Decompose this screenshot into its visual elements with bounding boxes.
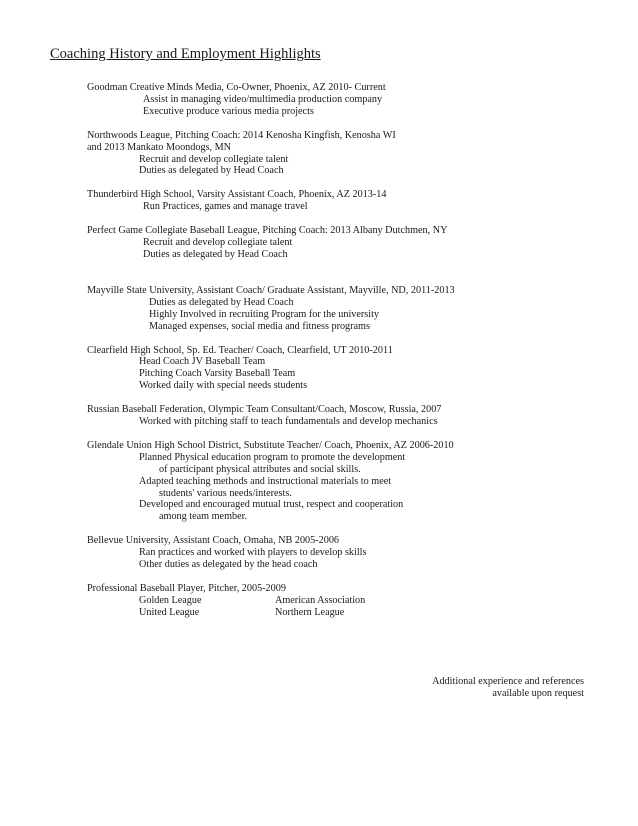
duty-line: Duties as delegated by Head Coach [149, 296, 294, 308]
entry-professional-player [87, 583, 607, 619]
entry-header: Thunderbird High School, Varsity Assistant Coach, Phoenix, AZ 2013-14 [87, 189, 387, 201]
league-name: United League [139, 606, 200, 618]
entry-perfect-game [87, 225, 607, 261]
entry-header: Clearfield High School, Sp. Ed. Teacher/ Coach, Clearfield, UT 2010-2011 [87, 344, 393, 356]
duty-line: among team member. [159, 511, 247, 523]
references-line: available upon request [492, 688, 584, 699]
duty-line: Other duties as delegated by the head coach [139, 559, 318, 571]
duty-line: Highly Involved in recruiting Program for the university [149, 308, 380, 320]
entry-bellevue [87, 535, 607, 571]
duty-line: Head Coach JV Baseball Team [139, 356, 266, 368]
duty-line: Run Practices, games and manage travel [143, 201, 308, 213]
duty-line: of participant physical attributes and social skills. [159, 463, 361, 475]
entry-header: Glendale Union High School District, Substitute Teacher/ Coach, Phoenix, AZ 2006-2010 [87, 439, 454, 451]
entry-northwoods [87, 130, 607, 178]
league-row [87, 607, 607, 619]
entry-russian-federation [87, 404, 607, 428]
entry-header: Northwoods League, Pitching Coach: 2014 Kenosha Kingfish, Kenosha WI [87, 129, 396, 141]
league-name: American Association [275, 594, 366, 606]
duty-line: Pitching Coach Varsity Baseball Team [139, 368, 296, 380]
section-title: Coaching History and Employment Highlights [50, 46, 321, 62]
duty-line: Planned Physical education program to promote the development [139, 451, 406, 463]
entry-glendale [87, 440, 607, 523]
entry-header: Russian Baseball Federation, Olympic Team Consultant/Coach, Moscow, Russia, 2007 [87, 404, 442, 416]
duty-line: Assist in managing video/multimedia production company [143, 93, 383, 105]
duty-line: Developed and encouraged mutual trust, respect and cooperation [139, 499, 404, 511]
references-note [432, 676, 584, 700]
league-name: Northern League [275, 606, 345, 618]
references-line: Additional experience and references [432, 676, 584, 687]
entry-header: Goodman Creative Minds Media, Co-Owner, Phoenix, AZ 2010- Current [87, 82, 386, 93]
duty-line: Recruit and develop collegiate talent [143, 237, 293, 249]
entry-header: and 2013 Mankato Moondogs, MN [87, 141, 232, 153]
duty-line: Worked daily with special needs students [139, 380, 308, 392]
duty-line: Worked with pitching staff to teach fundamentals and develop mechanics [139, 416, 438, 428]
entry-mayville [87, 285, 607, 333]
league-row [87, 595, 607, 607]
duty-line: Duties as delegated by Head Coach [143, 248, 288, 260]
entry-goodman [87, 82, 607, 118]
duty-line: Executive produce various media projects [143, 105, 314, 117]
duty-line: Adapted teaching methods and instructional materials to meet [139, 475, 392, 487]
duty-line: students' various needs/interests. [159, 487, 292, 499]
entry-header: Bellevue University, Assistant Coach, Omaha, NB 2005-2006 [87, 535, 340, 547]
duty-line: Ran practices and worked with players to develop skills [139, 547, 367, 559]
duty-line: Recruit and develop collegiate talent [139, 153, 289, 165]
entry-header: Perfect Game Collegiate Baseball League, Pitching Coach: 2013 Albany Dutchmen, NY [87, 225, 448, 237]
entry-header: Mayville State University, Assistant Coach/ Graduate Assistant, Mayville, ND, 2011-2013 [87, 284, 455, 296]
entry-clearfield [87, 345, 607, 393]
league-name: Golden League [139, 594, 202, 606]
duty-line: Duties as delegated by Head Coach [139, 165, 284, 177]
entry-thunderbird [87, 189, 607, 213]
entry-header: Professional Baseball Player, Pitcher, 2005-2009 [87, 583, 286, 594]
employment-list [87, 82, 607, 631]
duty-line: Managed expenses, social media and fitness programs [149, 320, 370, 332]
